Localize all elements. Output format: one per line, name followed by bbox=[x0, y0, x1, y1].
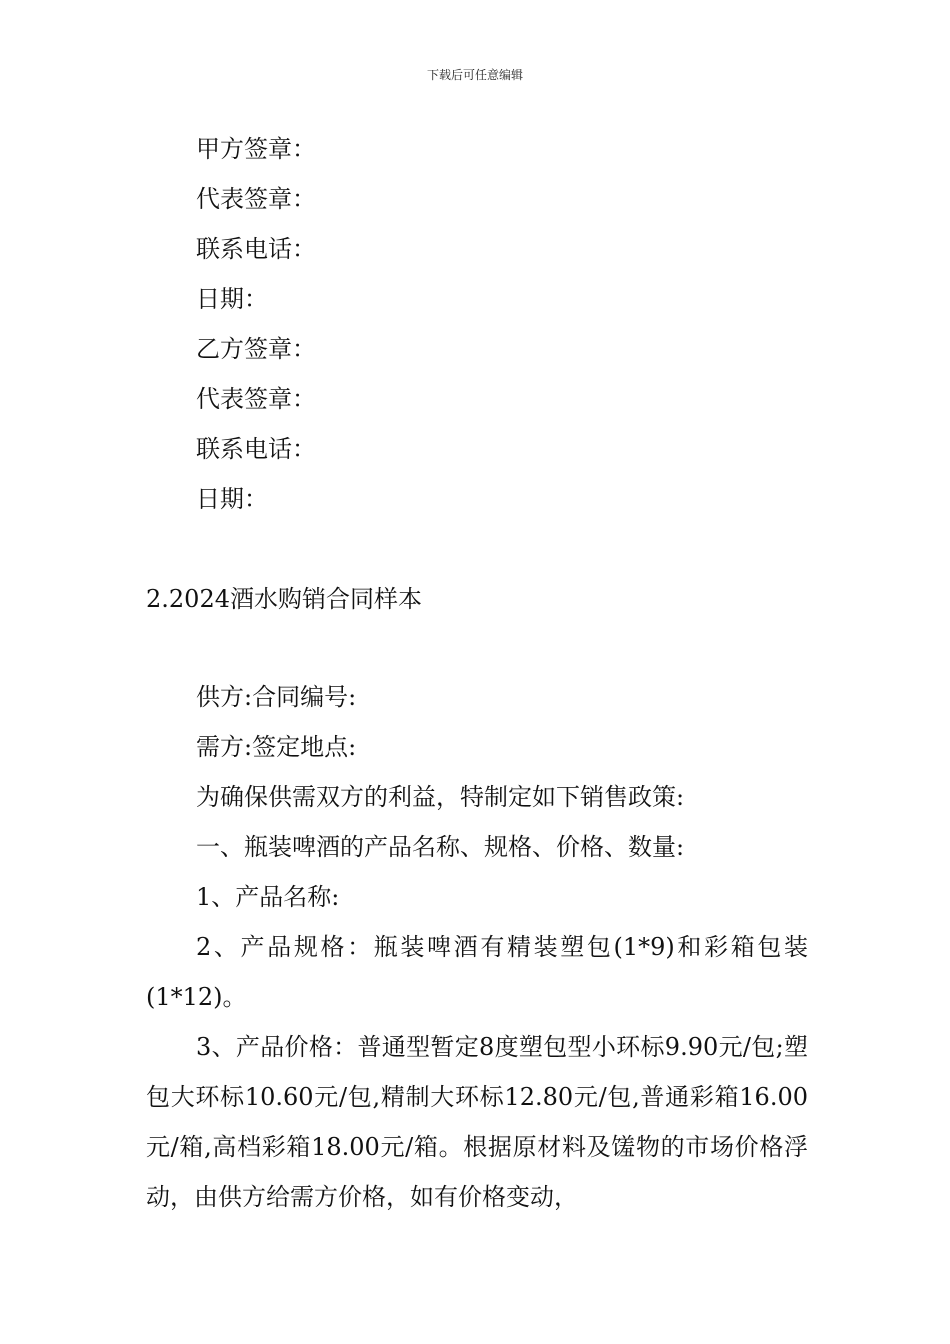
section-title: 2.2024酒水购销合同样本 bbox=[146, 585, 422, 613]
party-a-phone-label: 联系电话： bbox=[196, 235, 316, 263]
supplier-line: 供方:合同编号: bbox=[196, 683, 357, 711]
page-header: 下载后可任意编辑 bbox=[426, 68, 523, 82]
party-b-date-label: 日期： bbox=[196, 485, 268, 513]
party-a-seal-label: 甲方签章： bbox=[196, 135, 316, 163]
item-product-name: 1、产品名称: bbox=[196, 883, 340, 911]
party-a-representative-label: 代表签章： bbox=[196, 185, 316, 213]
party-b-representative-label: 代表签章： bbox=[196, 385, 316, 413]
item-product-price: 3、产品价格：普通型暂定8度塑包型小环标9.90元/包;塑包大环标10.60元/包,精制大环标12.80元/包,普通彩箱16.00元/箱,高档彩箱18.00元/箱。根据原材料及馐物的市场价格浮动，由供方给需方价格，如有价格变动， bbox=[146, 1033, 808, 1211]
intro-paragraph: 为确保供需双方的利益，特制定如下销售政策: bbox=[196, 783, 685, 811]
item-product-spec: 2、产品规格：瓶装啤酒有精装塑包(1*9)和彩箱包装(1*12)。 bbox=[146, 933, 808, 1011]
heading-product-info: 一、瓶装啤酒的产品名称、规格、价格、数量: bbox=[196, 833, 685, 861]
party-b-phone-label: 联系电话： bbox=[196, 435, 316, 463]
buyer-line: 需方:签定地点: bbox=[196, 733, 357, 761]
party-b-seal-label: 乙方签章： bbox=[196, 335, 316, 363]
party-a-date-label: 日期： bbox=[196, 285, 268, 313]
